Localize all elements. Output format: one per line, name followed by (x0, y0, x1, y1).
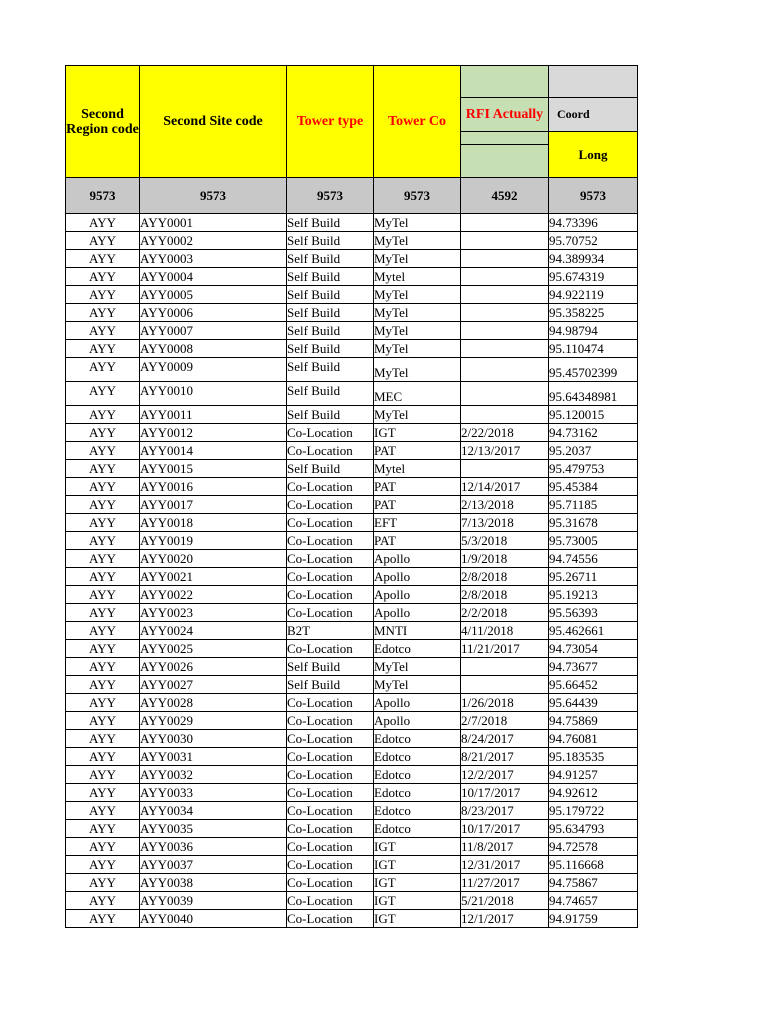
site-code-cell[interactable]: AYY0004 (140, 268, 287, 286)
site-code-cell[interactable]: AYY0005 (140, 286, 287, 304)
site-code-cell[interactable]: AYY0018 (140, 514, 287, 532)
tower-co-cell[interactable]: PAT (374, 532, 461, 550)
tower-type-cell[interactable]: Co-Location (287, 694, 374, 712)
region-cell[interactable]: AYY (66, 658, 140, 676)
region-cell[interactable]: AYY (66, 640, 140, 658)
region-cell[interactable]: AYY (66, 766, 140, 784)
tower-type-cell[interactable]: Co-Location (287, 514, 374, 532)
table-row (66, 676, 638, 694)
region-cell[interactable]: AYY (66, 604, 140, 622)
long-cell[interactable]: 94.74657 (549, 892, 638, 910)
tower-type-cell[interactable]: Co-Location (287, 766, 374, 784)
long-cell[interactable]: 95.634793 (549, 820, 638, 838)
site-code-cell[interactable]: AYY0032 (140, 766, 287, 784)
site-code-cell[interactable]: AYY0027 (140, 676, 287, 694)
region-cell[interactable]: AYY (66, 532, 140, 550)
rfi-date-cell[interactable]: 12/1/2017 (461, 910, 549, 928)
rfi-date-cell[interactable] (461, 358, 549, 382)
rfi-date-cell[interactable]: 1/26/2018 (461, 694, 549, 712)
table-row (66, 820, 638, 838)
tower-co-cell[interactable]: EFT (374, 514, 461, 532)
region-cell[interactable]: AYY (66, 514, 140, 532)
long-cell[interactable]: 95.66452 (549, 676, 638, 694)
rfi-date-cell[interactable]: 12/31/2017 (461, 856, 549, 874)
tower-type-cell[interactable]: Co-Location (287, 838, 374, 856)
long-cell[interactable]: 94.91759 (549, 910, 638, 928)
tower-co-cell[interactable]: Edotco (374, 640, 461, 658)
long-cell[interactable]: 95.71185 (549, 496, 638, 514)
tower-co-cell[interactable]: Apollo (374, 604, 461, 622)
table-row (66, 712, 638, 730)
count-tower-co[interactable]: 9573 (374, 178, 461, 214)
long-cell[interactable]: 94.74556 (549, 550, 638, 568)
long-cell[interactable]: 94.92612 (549, 784, 638, 802)
site-code-cell[interactable]: AYY0031 (140, 748, 287, 766)
tower-type-cell[interactable]: Self Build (287, 322, 374, 340)
site-code-cell[interactable]: AYY0014 (140, 442, 287, 460)
site-code-cell[interactable]: AYY0034 (140, 802, 287, 820)
region-cell[interactable]: AYY (66, 406, 140, 424)
region-cell[interactable]: AYY (66, 304, 140, 322)
rfi-date-cell[interactable]: 11/8/2017 (461, 838, 549, 856)
tower-co-cell[interactable]: Edotco (374, 802, 461, 820)
site-code-cell[interactable]: AYY0022 (140, 586, 287, 604)
table-row (66, 514, 638, 532)
tower-type-cell[interactable]: Self Build (287, 406, 374, 424)
long-cell[interactable]: 94.91257 (549, 766, 638, 784)
table-row (66, 406, 638, 424)
rfi-date-cell[interactable]: 4/11/2018 (461, 622, 549, 640)
region-cell[interactable]: AYY (66, 730, 140, 748)
table-row (66, 232, 638, 250)
table-row (66, 658, 638, 676)
region-cell[interactable]: AYY (66, 382, 140, 406)
tower-co-cell[interactable]: MyTel (374, 322, 461, 340)
site-code-cell[interactable]: AYY0040 (140, 910, 287, 928)
header-tower-type[interactable]: Tower type (287, 66, 374, 178)
rfi-date-cell[interactable] (461, 268, 549, 286)
tower-type-cell[interactable]: Co-Location (287, 568, 374, 586)
tower-co-cell[interactable]: PAT (374, 496, 461, 514)
table-row (66, 604, 638, 622)
rfi-date-cell[interactable]: 5/3/2018 (461, 532, 549, 550)
tower-type-cell[interactable]: B2T (287, 622, 374, 640)
table-row (66, 892, 638, 910)
rfi-date-cell[interactable]: 5/21/2018 (461, 892, 549, 910)
tower-type-cell[interactable]: Co-Location (287, 478, 374, 496)
region-cell[interactable]: AYY (66, 910, 140, 928)
region-cell[interactable]: AYY (66, 874, 140, 892)
table-row (66, 340, 638, 358)
header-rfi-actually[interactable]: RFI Actually (461, 98, 549, 132)
long-cell[interactable]: 95.73005 (549, 532, 638, 550)
count-tower-type[interactable]: 9573 (287, 178, 374, 214)
site-code-cell[interactable]: AYY0037 (140, 856, 287, 874)
region-cell[interactable]: AYY (66, 784, 140, 802)
region-cell[interactable]: AYY (66, 358, 140, 382)
header-rfi-top-cell[interactable] (461, 66, 549, 98)
table-row (66, 250, 638, 268)
tower-co-cell[interactable]: Edotco (374, 730, 461, 748)
rfi-date-cell[interactable] (461, 250, 549, 268)
long-cell[interactable]: 95.120015 (549, 406, 638, 424)
rfi-date-cell[interactable]: 10/17/2017 (461, 820, 549, 838)
rfi-date-cell[interactable]: 11/21/2017 (461, 640, 549, 658)
rfi-date-cell[interactable] (461, 304, 549, 322)
site-code-cell[interactable]: AYY0029 (140, 712, 287, 730)
region-cell[interactable]: AYY (66, 712, 140, 730)
long-cell[interactable]: 95.2037 (549, 442, 638, 460)
site-code-cell[interactable]: AYY0024 (140, 622, 287, 640)
region-cell[interactable]: AYY (66, 748, 140, 766)
site-code-cell[interactable]: AYY0028 (140, 694, 287, 712)
table-row (66, 694, 638, 712)
rfi-date-cell[interactable]: 2/13/2018 (461, 496, 549, 514)
region-cell[interactable]: AYY (66, 460, 140, 478)
long-cell[interactable]: 94.98794 (549, 322, 638, 340)
table-row (66, 748, 638, 766)
rfi-date-cell[interactable]: 8/24/2017 (461, 730, 549, 748)
region-cell[interactable]: AYY (66, 694, 140, 712)
tower-co-cell[interactable]: IGT (374, 856, 461, 874)
table-row (66, 442, 638, 460)
rfi-date-cell[interactable]: 12/2/2017 (461, 766, 549, 784)
region-cell[interactable]: AYY (66, 586, 140, 604)
table-row (66, 802, 638, 820)
tower-type-cell[interactable]: Co-Location (287, 748, 374, 766)
tower-co-cell[interactable]: MyTel (374, 406, 461, 424)
region-cell[interactable]: AYY (66, 478, 140, 496)
rfi-date-cell[interactable]: 8/23/2017 (461, 802, 549, 820)
tower-co-cell[interactable]: Apollo (374, 586, 461, 604)
table-row (66, 640, 638, 658)
table-row (66, 784, 638, 802)
table-row (66, 838, 638, 856)
tower-type-cell[interactable]: Self Build (287, 232, 374, 250)
region-cell[interactable]: AYY (66, 286, 140, 304)
site-code-cell[interactable]: AYY0026 (140, 658, 287, 676)
site-code-cell[interactable]: AYY0035 (140, 820, 287, 838)
long-cell[interactable]: 94.75867 (549, 874, 638, 892)
long-cell[interactable]: 94.72578 (549, 838, 638, 856)
table-row (66, 586, 638, 604)
table-row (66, 532, 638, 550)
table-row (66, 550, 638, 568)
tower-type-cell[interactable]: Co-Location (287, 442, 374, 460)
rfi-date-cell[interactable]: 11/27/2017 (461, 874, 549, 892)
rfi-date-cell[interactable]: 12/14/2017 (461, 478, 549, 496)
count-site[interactable]: 9573 (140, 178, 287, 214)
tower-co-cell[interactable]: MEC (374, 382, 461, 406)
table-row (66, 874, 638, 892)
site-code-cell[interactable]: AYY0016 (140, 478, 287, 496)
tower-co-cell[interactable]: Apollo (374, 568, 461, 586)
tower-co-cell[interactable]: Edotco (374, 766, 461, 784)
long-cell[interactable]: 95.45384 (549, 478, 638, 496)
site-code-cell[interactable]: AYY0010 (140, 382, 287, 406)
region-cell[interactable]: AYY (66, 802, 140, 820)
table-row (66, 382, 638, 406)
long-cell[interactable]: 95.183535 (549, 748, 638, 766)
tower-co-cell[interactable]: MyTel (374, 658, 461, 676)
long-cell[interactable]: 94.76081 (549, 730, 638, 748)
long-cell[interactable]: 94.73677 (549, 658, 638, 676)
tower-co-cell[interactable]: Mytel (374, 460, 461, 478)
tower-type-cell[interactable]: Self Build (287, 304, 374, 322)
tower-co-cell[interactable]: MyTel (374, 676, 461, 694)
rfi-date-cell[interactable]: 2/7/2018 (461, 712, 549, 730)
tower-co-cell[interactable]: Mytel (374, 268, 461, 286)
tower-type-cell[interactable]: Co-Location (287, 730, 374, 748)
table-row (66, 478, 638, 496)
table-row (66, 568, 638, 586)
header-long[interactable]: Long (549, 132, 638, 178)
table-row (66, 322, 638, 340)
header-site-code[interactable]: Second Site code (140, 66, 287, 178)
long-cell[interactable]: 95.64439 (549, 694, 638, 712)
long-cell[interactable]: 94.73396 (549, 214, 638, 232)
region-cell[interactable]: AYY (66, 496, 140, 514)
table-row (66, 766, 638, 784)
tower-co-cell[interactable]: MyTel (374, 214, 461, 232)
tower-type-cell[interactable]: Self Build (287, 214, 374, 232)
long-cell[interactable]: 94.922119 (549, 286, 638, 304)
long-cell[interactable]: 95.56393 (549, 604, 638, 622)
long-cell[interactable]: 95.64348981 (549, 382, 638, 406)
region-cell[interactable]: AYY (66, 568, 140, 586)
table-row (66, 460, 638, 478)
long-cell[interactable]: 95.179722 (549, 802, 638, 820)
site-code-cell[interactable]: AYY0008 (140, 340, 287, 358)
long-cell[interactable]: 95.462661 (549, 622, 638, 640)
count-rfi[interactable]: 4592 (461, 178, 549, 214)
long-cell[interactable]: 95.479753 (549, 460, 638, 478)
site-code-cell[interactable]: AYY0038 (140, 874, 287, 892)
tower-type-cell[interactable]: Co-Location (287, 640, 374, 658)
site-code-cell[interactable]: AYY0001 (140, 214, 287, 232)
site-code-cell[interactable]: AYY0003 (140, 250, 287, 268)
tower-type-cell[interactable]: Co-Location (287, 496, 374, 514)
rfi-date-cell[interactable]: 2/8/2018 (461, 568, 549, 586)
table-row (66, 910, 638, 928)
long-cell[interactable]: 94.73054 (549, 640, 638, 658)
tower-type-cell[interactable]: Self Build (287, 676, 374, 694)
region-cell[interactable]: AYY (66, 214, 140, 232)
tower-co-cell[interactable]: Edotco (374, 748, 461, 766)
tower-co-cell[interactable]: Apollo (374, 694, 461, 712)
tower-co-cell[interactable]: Edotco (374, 820, 461, 838)
rfi-date-cell[interactable]: 1/9/2018 (461, 550, 549, 568)
long-cell[interactable]: 95.674319 (549, 268, 638, 286)
tower-type-cell[interactable]: Self Build (287, 286, 374, 304)
site-code-cell[interactable]: AYY0012 (140, 424, 287, 442)
tower-type-cell[interactable]: Co-Location (287, 892, 374, 910)
tower-co-cell[interactable]: IGT (374, 838, 461, 856)
rfi-date-cell[interactable] (461, 406, 549, 424)
table-row (66, 730, 638, 748)
rfi-date-cell[interactable]: 12/13/2017 (461, 442, 549, 460)
tower-co-cell[interactable]: MyTel (374, 232, 461, 250)
header-coordinates[interactable]: Coord (549, 98, 638, 132)
tower-type-cell[interactable]: Co-Location (287, 712, 374, 730)
site-code-cell[interactable]: AYY0036 (140, 838, 287, 856)
tower-co-cell[interactable]: MyTel (374, 250, 461, 268)
region-cell[interactable]: AYY (66, 232, 140, 250)
tower-co-cell[interactable]: IGT (374, 424, 461, 442)
region-cell[interactable]: AYY (66, 268, 140, 286)
long-cell[interactable]: 95.45702399 (549, 358, 638, 382)
tower-co-cell[interactable]: Apollo (374, 550, 461, 568)
tower-type-cell[interactable]: Self Build (287, 268, 374, 286)
table-row (66, 286, 638, 304)
tower-type-cell[interactable]: Self Build (287, 358, 374, 382)
table-row (66, 358, 638, 382)
tower-type-cell[interactable]: Co-Location (287, 784, 374, 802)
site-code-cell[interactable]: AYY0025 (140, 640, 287, 658)
region-cell[interactable]: AYY (66, 424, 140, 442)
tower-co-cell[interactable]: Apollo (374, 712, 461, 730)
region-cell[interactable]: AYY (66, 622, 140, 640)
tower-type-cell[interactable]: Self Build (287, 460, 374, 478)
rfi-date-cell[interactable]: 2/2/2018 (461, 604, 549, 622)
tower-co-cell[interactable]: MyTel (374, 286, 461, 304)
rfi-date-cell[interactable]: 10/17/2017 (461, 784, 549, 802)
region-cell[interactable]: AYY (66, 550, 140, 568)
table-row (66, 622, 638, 640)
tower-type-cell[interactable]: Self Build (287, 250, 374, 268)
rfi-date-cell[interactable] (461, 286, 549, 304)
spreadsheet-table (65, 65, 638, 928)
tower-type-cell[interactable]: Co-Location (287, 856, 374, 874)
count-row (66, 178, 638, 214)
site-code-cell[interactable]: AYY0015 (140, 460, 287, 478)
tower-co-cell[interactable]: PAT (374, 478, 461, 496)
long-cell[interactable]: 95.19213 (549, 586, 638, 604)
long-cell[interactable]: 95.116668 (549, 856, 638, 874)
rfi-date-cell[interactable]: 2/8/2018 (461, 586, 549, 604)
site-code-cell[interactable]: AYY0039 (140, 892, 287, 910)
site-code-cell[interactable]: AYY0030 (140, 730, 287, 748)
long-cell[interactable]: 94.75869 (549, 712, 638, 730)
site-code-cell[interactable]: AYY0021 (140, 568, 287, 586)
tower-type-cell[interactable]: Co-Location (287, 550, 374, 568)
long-cell[interactable]: 95.31678 (549, 514, 638, 532)
rfi-date-cell[interactable]: 7/13/2018 (461, 514, 549, 532)
tower-co-cell[interactable]: PAT (374, 442, 461, 460)
site-code-cell[interactable]: AYY0019 (140, 532, 287, 550)
header-region-code[interactable]: Second Region code (66, 66, 140, 178)
tower-type-cell[interactable]: Self Build (287, 340, 374, 358)
rfi-date-cell[interactable] (461, 322, 549, 340)
region-cell[interactable]: AYY (66, 892, 140, 910)
site-code-cell[interactable]: AYY0017 (140, 496, 287, 514)
site-code-cell[interactable]: AYY0011 (140, 406, 287, 424)
region-cell[interactable]: AYY (66, 250, 140, 268)
rfi-date-cell[interactable] (461, 340, 549, 358)
tower-type-cell[interactable]: Co-Location (287, 802, 374, 820)
rfi-date-cell[interactable] (461, 676, 549, 694)
site-code-cell[interactable]: AYY0023 (140, 604, 287, 622)
site-code-cell[interactable]: AYY0007 (140, 322, 287, 340)
site-code-cell[interactable]: AYY0006 (140, 304, 287, 322)
tower-co-cell[interactable]: Edotco (374, 784, 461, 802)
tower-type-cell[interactable]: Co-Location (287, 424, 374, 442)
site-code-cell[interactable]: AYY0002 (140, 232, 287, 250)
long-cell[interactable]: 95.26711 (549, 568, 638, 586)
tower-type-cell[interactable]: Co-Location (287, 820, 374, 838)
table-row (66, 424, 638, 442)
header-tower-co[interactable]: Tower Co (374, 66, 461, 178)
site-code-cell[interactable]: AYY0020 (140, 550, 287, 568)
table-row (66, 214, 638, 232)
rfi-date-cell[interactable] (461, 214, 549, 232)
long-cell[interactable]: 94.389934 (549, 250, 638, 268)
table-row (66, 496, 638, 514)
rfi-date-cell[interactable] (461, 658, 549, 676)
tower-type-cell[interactable]: Co-Location (287, 604, 374, 622)
site-code-cell[interactable]: AYY0009 (140, 358, 287, 382)
tower-co-cell[interactable]: MyTel (374, 340, 461, 358)
long-cell[interactable]: 95.70752 (549, 232, 638, 250)
table-row (66, 304, 638, 322)
tower-type-cell[interactable]: Self Build (287, 382, 374, 406)
region-cell[interactable]: AYY (66, 856, 140, 874)
header-rfi-bottom-cell[interactable] (461, 132, 549, 178)
header-coord-top-cell[interactable] (549, 66, 638, 98)
tower-type-cell[interactable]: Co-Location (287, 586, 374, 604)
rfi-date-cell[interactable] (461, 232, 549, 250)
tower-co-cell[interactable]: IGT (374, 892, 461, 910)
tower-type-cell[interactable]: Self Build (287, 658, 374, 676)
tower-co-cell[interactable]: IGT (374, 874, 461, 892)
region-cell[interactable]: AYY (66, 340, 140, 358)
long-cell[interactable]: 95.110474 (549, 340, 638, 358)
region-cell[interactable]: AYY (66, 322, 140, 340)
table-row (66, 856, 638, 874)
rfi-date-cell[interactable] (461, 382, 549, 406)
rfi-date-cell[interactable] (461, 460, 549, 478)
tower-type-cell[interactable]: Co-Location (287, 910, 374, 928)
tower-co-cell[interactable]: MyTel (374, 358, 461, 382)
region-cell[interactable]: AYY (66, 442, 140, 460)
table-row (66, 268, 638, 286)
region-cell[interactable]: AYY (66, 820, 140, 838)
tower-type-cell[interactable]: Co-Location (287, 874, 374, 892)
site-code-cell[interactable]: AYY0033 (140, 784, 287, 802)
region-cell[interactable]: AYY (66, 838, 140, 856)
count-long[interactable]: 9573 (549, 178, 638, 214)
count-region[interactable]: 9573 (66, 178, 140, 214)
long-cell[interactable]: 95.358225 (549, 304, 638, 322)
tower-co-cell[interactable]: MyTel (374, 304, 461, 322)
tower-type-cell[interactable]: Co-Location (287, 532, 374, 550)
region-cell[interactable]: AYY (66, 676, 140, 694)
tower-co-cell[interactable]: MNTI (374, 622, 461, 640)
tower-co-cell[interactable]: IGT (374, 910, 461, 928)
rfi-date-cell[interactable]: 8/21/2017 (461, 748, 549, 766)
data-rows (66, 214, 638, 928)
rfi-date-cell[interactable]: 2/22/2018 (461, 424, 549, 442)
long-cell[interactable]: 94.73162 (549, 424, 638, 442)
